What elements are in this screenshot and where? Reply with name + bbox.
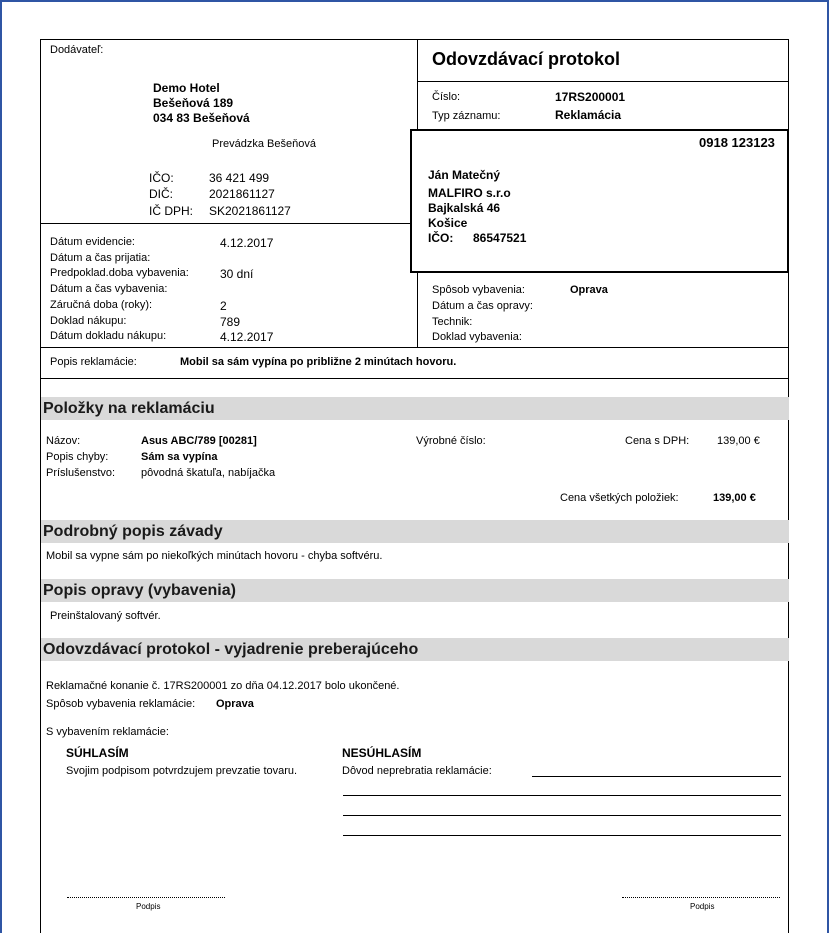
customer-street: Bajkalská 46 — [428, 201, 501, 215]
handover-section-title: Odovzdávací protokol - vyjadrenie preberajúceho — [43, 641, 419, 658]
supplier-ico: 36 421 499 — [209, 171, 270, 185]
item-accessories-label: Príslušenstvo: — [46, 467, 116, 479]
signature-label-right: Podpis — [690, 902, 715, 911]
protocol-type: Reklamácia — [555, 108, 622, 122]
signature-label-left: Podpis — [136, 902, 161, 911]
defect-text: Mobil sa vypne sám po niekoľkých minútach hovoru - chyba softvéru. — [46, 550, 383, 562]
protocol-title: Odovzdávací protokol — [432, 49, 621, 69]
date-label: Dátum dokladu nákupu: — [50, 330, 167, 342]
resolution-method: Oprava — [570, 284, 608, 296]
agree-text: Svojim podpisom potvrdzujem prevzatie tovaru. — [66, 765, 298, 777]
date-label: Dátum a čas prijatia: — [50, 252, 151, 264]
customer-ico: 86547521 — [473, 231, 527, 245]
supplier-dic: 2021861127 — [209, 187, 275, 201]
supplier-name: Demo Hotel — [153, 81, 220, 95]
handover-sentence: Reklamačné konanie č. 17RS200001 zo dňa 04.12.2017 bolo ukončené. — [46, 680, 400, 692]
resolution-technician-label: Technik: — [432, 316, 473, 328]
protocol-title-divider — [417, 81, 789, 82]
date-value: 4.12.2017 — [220, 236, 274, 250]
reason-line[interactable] — [343, 795, 781, 796]
item-price: 139,00 € — [717, 435, 760, 447]
customer-company: MALFIRO s.r.o — [428, 186, 511, 200]
supplier-branch: Prevádzka Bešeňová — [212, 138, 316, 150]
signature-line-right[interactable] — [622, 897, 780, 898]
dates-bottom-divider — [40, 347, 789, 348]
reason-line[interactable] — [343, 815, 781, 816]
resolution-repair-date-label: Dátum a čas opravy: — [432, 300, 533, 312]
disagree-text: Dôvod neprebratia reklamácie: — [342, 765, 492, 777]
reason-line[interactable] — [532, 776, 781, 777]
customer-ico-label: IČO: — [428, 231, 454, 245]
handover-intro: S vybavením reklamácie: — [46, 726, 169, 738]
complaint-label: Popis reklamácie: — [50, 356, 137, 368]
item-serial-label: Výrobné číslo: — [416, 435, 486, 447]
supplier-zip-city: 034 83 Bešeňová — [153, 111, 250, 125]
items-section-header — [41, 397, 789, 420]
signature-line-left[interactable] — [67, 897, 225, 898]
defect-section-title: Podrobný popis závady — [43, 523, 223, 540]
items-total-label: Cena všetkých položiek: — [560, 492, 679, 504]
date-value: 789 — [220, 315, 241, 329]
date-label: Záručná doba (roky): — [50, 299, 153, 311]
date-label: Doklad nákupu: — [50, 315, 127, 327]
protocol-number-label: Číslo: — [432, 91, 461, 103]
item-name-label: Názov: — [46, 435, 81, 447]
repair-text: Preinštalovaný softvér. — [50, 610, 161, 622]
date-value: 4.12.2017 — [220, 330, 274, 344]
supplier-label: Dodávateľ: — [50, 44, 104, 56]
repair-section-title: Popis opravy (vybavenia) — [43, 582, 236, 599]
item-accessories: pôvodná škatuľa, nabíjačka — [141, 467, 276, 479]
protocol-type-label: Typ záznamu: — [432, 110, 501, 122]
handover-method-label: Spôsob vybavenia reklamácie: — [46, 698, 196, 710]
table-top-border — [40, 39, 789, 40]
supplier-bottom-divider — [40, 223, 418, 224]
item-name: Asus ABC/789 [00281] — [141, 435, 257, 447]
resolution-method-label: Spôsob vybavenia: — [432, 284, 525, 296]
date-label: Predpoklad.doba vybavenia: — [50, 267, 189, 279]
customer-phone: 0918 123123 — [699, 135, 775, 150]
supplier-street: Bešeňová 189 — [153, 96, 234, 110]
item-defect: Sám sa vypína — [141, 451, 218, 463]
customer-city: Košice — [428, 216, 468, 230]
complaint-text: Mobil sa sám vypína po približne 2 minútach hovoru. — [180, 356, 457, 368]
items-total: 139,00 € — [713, 492, 756, 504]
supplier-dic-label: DIČ: — [149, 187, 173, 201]
date-label: Dátum a čas vybavenia: — [50, 283, 168, 295]
supplier-icdph-label: IČ DPH: — [149, 204, 194, 218]
date-label: Dátum evidencie: — [50, 236, 135, 248]
item-price-label: Cena s DPH: — [625, 435, 690, 447]
disagree-title: NESÚHLASÍM — [342, 746, 422, 760]
complaint-bottom-divider — [40, 378, 789, 379]
item-defect-label: Popis chyby: — [46, 451, 109, 463]
handover-method: Oprava — [216, 698, 254, 710]
protocol-number: 17RS200001 — [555, 90, 626, 104]
resolution-document-label: Doklad vybavenia: — [432, 331, 522, 343]
defect-section-header — [41, 520, 789, 543]
repair-section-header — [41, 579, 789, 602]
supplier-ico-label: IČO: — [149, 171, 174, 185]
items-section-title: Položky na reklamáciu — [43, 400, 215, 417]
handover-section-header — [41, 638, 789, 661]
table-left-border — [40, 39, 41, 933]
date-value: 2 — [220, 299, 227, 313]
date-value: 30 dní — [220, 267, 254, 281]
supplier-icdph: SK2021861127 — [209, 204, 291, 218]
agree-title: SÚHLASÍM — [66, 746, 129, 760]
reason-line[interactable] — [343, 835, 781, 836]
customer-name: Ján Matečný — [428, 168, 501, 182]
